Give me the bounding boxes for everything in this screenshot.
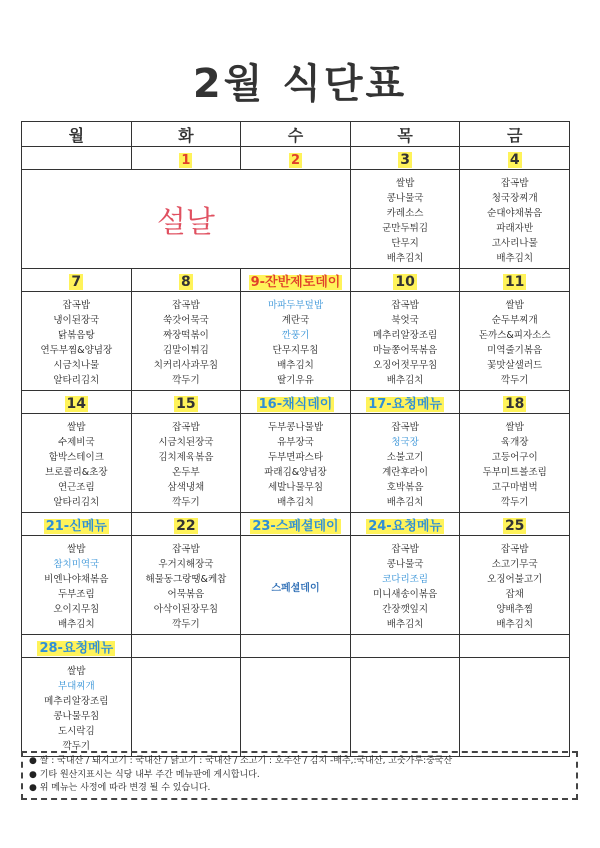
menu-item: 호박볶음 xyxy=(386,482,424,493)
menu-cell-mon xyxy=(22,414,132,513)
menu-item: 깍두기 xyxy=(172,619,200,630)
menu-item: 잡곡밥 xyxy=(500,178,529,189)
menu-item: 고등어구이 xyxy=(491,452,538,463)
date-row xyxy=(22,147,570,170)
menu-cell-thu xyxy=(350,170,460,269)
menu-item: 치커리사과무침 xyxy=(153,360,219,371)
date-cell xyxy=(131,635,241,658)
menu-cell-fri xyxy=(460,292,570,391)
date-label: 9-잔반제로데이 xyxy=(250,274,341,290)
menu-item: 배추김치 xyxy=(277,360,314,371)
weekday-mon: 월 xyxy=(22,122,132,147)
date-cell xyxy=(350,269,460,292)
menu-item: 고구마범벅 xyxy=(491,482,538,493)
weekday-thu: 목 xyxy=(350,122,460,147)
date-label: 14 xyxy=(66,395,87,412)
date-label: 1 xyxy=(181,152,191,168)
menu-item: 배추김치 xyxy=(386,497,424,508)
menu-item: 청국장찌개 xyxy=(491,193,538,204)
menu-item: 파래자반 xyxy=(496,223,534,234)
menu-cell-fri xyxy=(460,414,570,513)
date-cell xyxy=(460,269,570,292)
menu-item: 잡곡밥 xyxy=(172,422,200,433)
date-cell xyxy=(241,269,351,292)
date-label: 2 xyxy=(290,152,300,168)
menu-row xyxy=(22,292,570,391)
menu-item: 청국장 xyxy=(391,437,419,448)
menu-item: 양배추찜 xyxy=(496,604,534,615)
menu-item: 북엇국 xyxy=(391,315,419,326)
menu-cell-wed xyxy=(241,414,351,513)
menu-cell-thu xyxy=(350,292,460,391)
weekday-header-row xyxy=(22,122,570,147)
menu-item: 마파두부덮밥 xyxy=(267,300,324,311)
date-cell xyxy=(22,269,132,292)
menu-item: 딸기우유 xyxy=(277,375,314,386)
menu-item: 두부면파스타 xyxy=(267,452,324,463)
menu-item: 연두부찜&양념장 xyxy=(40,345,113,356)
date-label: 17-요청메뉴 xyxy=(368,396,442,412)
menu-cell-mon xyxy=(22,536,132,635)
menu-item: 배추김치 xyxy=(386,253,424,264)
menu-calendar xyxy=(21,121,570,757)
menu-item: 잡곡밥 xyxy=(391,300,419,311)
menu-item: 세발나물무침 xyxy=(267,482,324,493)
date-cell xyxy=(241,513,351,536)
date-row xyxy=(22,269,570,292)
date-cell xyxy=(131,391,241,414)
menu-cell-tue xyxy=(131,292,241,391)
menu-item: 온두부 xyxy=(172,467,200,478)
date-row xyxy=(22,635,570,658)
menu-item: 단무지 xyxy=(391,238,419,249)
menu-item: 수제비국 xyxy=(57,437,95,448)
note-line: ● 쌀 : 국내산 / 돼지고기 : 국내산 / 닭고기 : 국내산 / 소고기 : 호주산 / 김치 -배추,:국내산, 고춧가루:중국산 xyxy=(29,756,453,766)
menu-item: 쌀밥 xyxy=(505,422,524,433)
menu-cell-tue xyxy=(131,658,241,757)
menu-item: 마늘쫑어묵볶음 xyxy=(372,345,438,356)
menu-cell-thu xyxy=(350,414,460,513)
menu-item: 파래김&양념장 xyxy=(264,467,327,478)
menu-cell-mon xyxy=(22,292,132,391)
menu-row xyxy=(22,170,570,269)
menu-item: 잡곡밥 xyxy=(62,300,91,311)
weekday-fri: 금 xyxy=(460,122,570,147)
date-cell xyxy=(22,635,132,658)
menu-item: 계란후라이 xyxy=(382,467,429,478)
menu-cell-wed xyxy=(241,658,351,757)
menu-item: 순두부찌개 xyxy=(491,315,538,326)
menu-item: 오이지무침 xyxy=(53,604,100,615)
menu-item: 아삭이된장무침 xyxy=(153,604,219,615)
menu-item: 깐풍기 xyxy=(281,330,310,341)
menu-item: 미역줄기볶음 xyxy=(487,345,543,356)
date-label: 15 xyxy=(176,395,196,412)
date-label: 18 xyxy=(504,395,525,412)
date-cell xyxy=(460,147,570,170)
menu-item: 두부조림 xyxy=(57,589,95,600)
menu-item: 시금치된장국 xyxy=(158,437,214,448)
date-cell xyxy=(131,513,241,536)
date-cell xyxy=(22,391,132,414)
menu-item: 알타리김치 xyxy=(53,497,100,508)
date-cell xyxy=(241,391,351,414)
menu-item: 삼색냉채 xyxy=(167,482,205,493)
menu-item: 콩나물무침 xyxy=(53,711,100,722)
menu-item: 소고기무국 xyxy=(491,559,538,570)
menu-item: 깍두기 xyxy=(172,375,200,386)
date-cell xyxy=(241,635,351,658)
note-line: ● 위 메뉴는 사정에 따라 변경 될 수 있습니다. xyxy=(29,783,211,793)
date-row xyxy=(22,391,570,414)
date-cell xyxy=(241,147,351,170)
menu-item: 잡채 xyxy=(505,589,524,600)
menu-item: 꽃맛살샐러드 xyxy=(487,360,543,371)
menu-row xyxy=(22,658,570,757)
menu-item: 두부콩나물밥 xyxy=(267,422,324,433)
date-label: 10 xyxy=(395,273,415,290)
date-label: 22 xyxy=(176,517,196,534)
date-label: 7 xyxy=(71,273,82,290)
menu-item: 군만두튀김 xyxy=(382,223,429,234)
menu-item: 참치미역국 xyxy=(53,559,100,570)
menu-item: 콩나물국 xyxy=(386,559,424,570)
menu-item: 냉이된장국 xyxy=(53,315,100,326)
menu-item: 미니새송이볶음 xyxy=(372,589,438,600)
date-label: 8 xyxy=(181,273,191,290)
menu-item: 김치제육볶음 xyxy=(158,452,214,463)
holiday-label: 설날 xyxy=(156,205,215,240)
menu-cell-wed xyxy=(241,536,351,635)
special-day-label: 스페셜데이 xyxy=(271,582,320,594)
menu-row xyxy=(22,536,570,635)
menu-item: 두부미트볼조림 xyxy=(482,467,547,478)
menu-item: 계란국 xyxy=(281,315,310,326)
date-cell xyxy=(460,513,570,536)
menu-item: 메추리알장조림 xyxy=(372,330,438,341)
menu-item: 배추김치 xyxy=(496,619,534,630)
date-cell xyxy=(460,391,570,414)
date-label: 28-요청메뉴 xyxy=(39,640,114,656)
menu-item: 순대야채볶음 xyxy=(487,208,543,219)
menu-item: 메추리알장조림 xyxy=(44,696,109,707)
menu-item: 고사리나물 xyxy=(491,238,538,249)
menu-item: 배추김치 xyxy=(386,375,424,386)
menu-item: 소불고기 xyxy=(386,452,424,463)
menu-item: 김말이튀김 xyxy=(162,345,209,356)
menu-item: 배추김치 xyxy=(386,619,424,630)
date-row xyxy=(22,513,570,536)
note-line: ● 기타 원산지표시는 식당 내부 주간 메뉴판에 게시합니다. xyxy=(29,769,260,780)
menu-item: 비엔나야채볶음 xyxy=(44,574,109,585)
menu-item: 유부장국 xyxy=(277,437,314,448)
menu-item: 오징어젓무무침 xyxy=(372,360,438,371)
page-title: 2월 식단표 xyxy=(192,61,408,107)
menu-item: 시금치나물 xyxy=(53,360,100,371)
menu-item: 돈까스&피자소스 xyxy=(478,330,551,341)
date-cell xyxy=(22,147,132,170)
weekday-tue: 화 xyxy=(131,122,241,147)
menu-cell-wed xyxy=(241,292,351,391)
menu-item: 함박스테이크 xyxy=(48,452,104,463)
menu-item: 코다리조림 xyxy=(382,574,429,585)
menu-item: 우거지해장국 xyxy=(158,559,214,570)
date-cell xyxy=(131,147,241,170)
menu-item: 닭볶음탕 xyxy=(57,330,95,341)
menu-item: 깍두기 xyxy=(500,497,529,508)
menu-item: 배추김치 xyxy=(496,253,534,264)
menu-row xyxy=(22,414,570,513)
menu-item: 쌀밥 xyxy=(67,422,86,433)
date-label: 3 xyxy=(400,151,410,168)
date-label: 25 xyxy=(504,517,525,534)
date-cell xyxy=(460,635,570,658)
menu-item: 카레소스 xyxy=(386,208,424,219)
date-cell xyxy=(350,147,460,170)
date-label: 23-스페셜데이 xyxy=(252,518,339,534)
menu-item: 단무지무침 xyxy=(272,345,319,356)
menu-item: 오징어불고기 xyxy=(487,574,543,585)
date-label: 21-신메뉴 xyxy=(45,518,107,534)
date-cell xyxy=(350,635,460,658)
menu-item: 쌀밥 xyxy=(395,178,415,189)
menu-item: 쑥갓어묵국 xyxy=(162,315,209,326)
date-cell xyxy=(350,513,460,536)
menu-item: 깍두기 xyxy=(172,497,200,508)
menu-cell-fri xyxy=(460,536,570,635)
menu-item: 도시락김 xyxy=(57,726,95,737)
menu-item: 어묵볶음 xyxy=(167,589,205,600)
menu-cell-fri xyxy=(460,170,570,269)
menu-cell-thu xyxy=(350,536,460,635)
date-cell xyxy=(131,269,241,292)
menu-item: 부대찌개 xyxy=(57,681,95,692)
menu-item: 브로콜리&초장 xyxy=(45,467,108,478)
menu-item: 잡곡밥 xyxy=(172,300,200,311)
date-cell xyxy=(350,391,460,414)
menu-item: 간장깻잎지 xyxy=(382,604,429,615)
menu-item: 연근조림 xyxy=(57,482,95,493)
menu-item: 쌀밥 xyxy=(67,666,86,677)
menu-item: 잡곡밥 xyxy=(391,422,419,433)
menu-item: 배추김치 xyxy=(57,619,95,630)
date-label: 11 xyxy=(504,273,525,290)
origin-notes-box xyxy=(21,751,578,800)
date-label: 16-채식데이 xyxy=(258,396,333,412)
menu-item: 짜장떡볶이 xyxy=(162,330,209,341)
menu-item: 깍두기 xyxy=(500,375,529,386)
menu-item: 깍두기 xyxy=(62,741,91,752)
menu-cell-tue xyxy=(131,536,241,635)
holiday-cell xyxy=(22,170,351,269)
menu-item: 잡곡밥 xyxy=(172,544,200,555)
menu-item: 알타리김치 xyxy=(53,375,100,386)
date-label: 4 xyxy=(509,151,520,168)
menu-item: 해물동그랑땡&케찹 xyxy=(145,574,227,585)
menu-cell-thu xyxy=(350,658,460,757)
menu-item: 쌀밥 xyxy=(67,544,86,555)
menu-item: 육개장 xyxy=(500,437,529,448)
menu-item: 잡곡밥 xyxy=(391,544,419,555)
menu-item: 배추김치 xyxy=(277,497,314,508)
menu-cell-fri xyxy=(460,658,570,757)
menu-item: 쌀밥 xyxy=(505,300,524,311)
menu-cell-tue xyxy=(131,414,241,513)
date-cell xyxy=(22,513,132,536)
menu-item: 잡곡밥 xyxy=(500,544,529,555)
weekday-wed: 수 xyxy=(241,122,351,147)
menu-cell-mon xyxy=(22,658,132,757)
menu-item: 콩나물국 xyxy=(386,193,424,204)
date-label: 24-요청메뉴 xyxy=(368,518,442,534)
